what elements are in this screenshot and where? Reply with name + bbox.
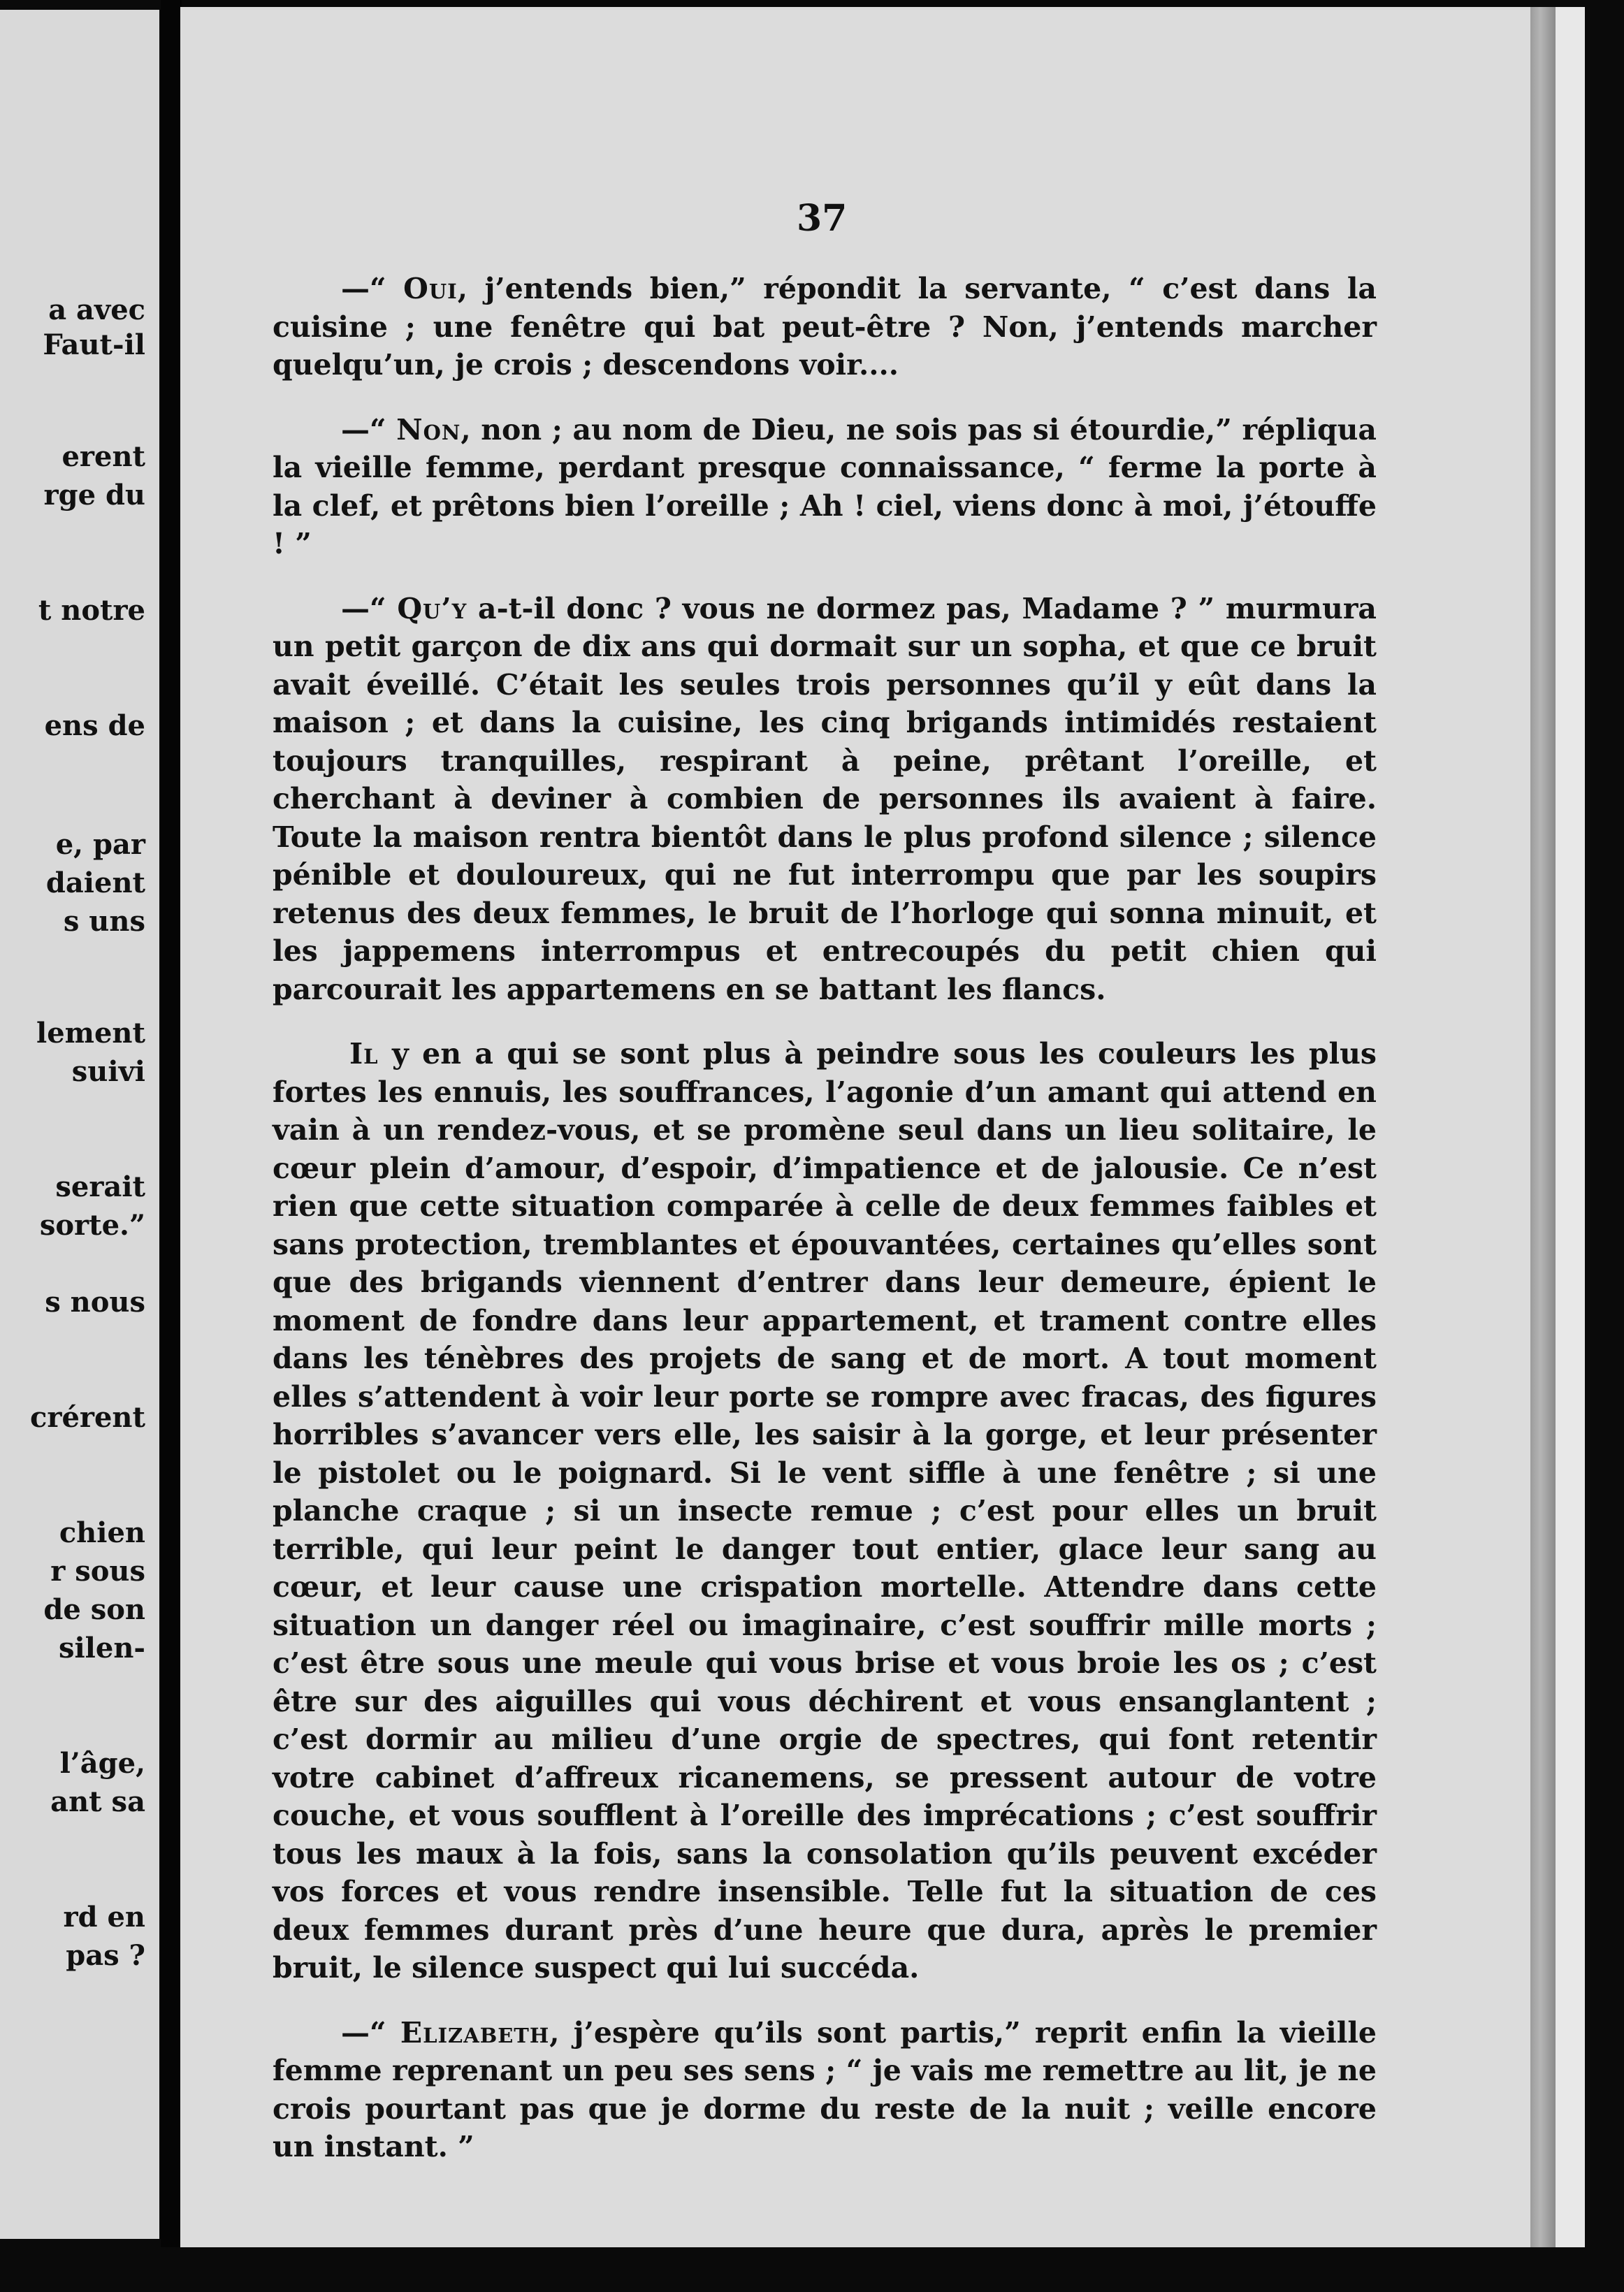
- next-page-edge: [1556, 7, 1585, 2247]
- facing-page-line: s uns: [63, 905, 145, 938]
- paragraph-initial: Oui: [403, 272, 458, 305]
- paragraph-2: —“ Non, non ; au nom de Dieu, ne sois pas si étourdie,” répliqua la vieille femme, perdant presque connaissance, “ ferme la porte à la clef, et prêtons bien l’oreille ; Ah ! ciel, viens donc à moi, j’étouffe ! ”: [273, 412, 1377, 560]
- facing-page-line: de son: [43, 1593, 145, 1626]
- facing-page-line: t notre: [38, 594, 145, 627]
- paragraph-initial: Elizabeth: [400, 2015, 550, 2050]
- paragraph-initial: Non: [396, 412, 461, 447]
- facing-page-line: suivi: [71, 1055, 145, 1088]
- facing-page-line: daient: [45, 866, 145, 899]
- facing-page-line: chien: [59, 1516, 145, 1549]
- facing-page-line: rge du: [43, 479, 145, 512]
- facing-page-line: rd en: [63, 1901, 145, 1934]
- facing-page-line: r sous: [50, 1555, 145, 1588]
- facing-page-line: ant sa: [50, 1785, 145, 1818]
- facing-page-line: sorte.”: [39, 1209, 145, 1242]
- scan-border: [0, 2247, 1624, 2292]
- paragraph-initial: Il: [349, 1037, 379, 1071]
- facing-page-line: ens de: [44, 709, 145, 742]
- facing-page-line: crérent: [30, 1401, 145, 1434]
- paragraph-1: —“ Oui, j’entends bien,” répondit la servante, “ c’est dans la cuisine ; une fenêtre qui bat peut-être ? Non, j’entends marcher quelqu’un, je crois ; descendons voir....: [273, 272, 1377, 382]
- paragraph-4: Il y en a qui se sont plus à peindre sous les couleurs les plus fortes les ennuis, les souffrances, l’agonie d’un amant qui attend en vain à un rendez-vous, et se promène seul dans un lieu solitaire, le cœur plein d’amour, d’espoir, d’impatience et de jalousie. Ce n’est rien que cette situation comparée à celle de deux femmes faibles et sans protection, tremblantes et épouvantées, certaines qu’elles sont que des brigands viennent d’entrer dans leur demeure, épient le moment de fondre dans leur appartement, et trament contre elles dans les ténèbres des projets de sang et de mort. A tout moment elles s’attendent à voir leur porte se rompre avec fracas, des figures horribles s’avancer vers elle, les saisir à la gorge, et leur présenter le pistolet ou le poignard. Si le vent siffle à une fenêtre ; si une planche craque ; si un insecte remue ; c’est pour elles un bruit terrible, qui leur peint le danger tout entier, glace leur sang au cœur, et leur cause une crispation mortelle. Attendre dans cette situation un danger réel ou imaginaire, c’est souffrir mille morts ; c’est être sous une meule qui vous brise et vous broie les os ; c’est être sur des aiguilles qui vous déchirent et vous ensanglantent ; c’est dormir au milieu d’une orgie de spectres, qui font retentir votre cabinet d’affreux ricanemens, se pressent autour de votre couche, et vous soufflent à l’oreille des imprécations ; c’est souffrir tous les maux à la fois, sans la consolation qu’ils peuvent excéder vos forces et vous rendre insensible. Telle fut la situation de ces deux femmes durant près d’une heure que dura, après le premier bruit, le silence suspect qui lui succéda.: [273, 1037, 1377, 1985]
- facing-page-line: serait: [55, 1170, 145, 1203]
- facing-page-line: s nous: [45, 1286, 145, 1319]
- facing-page-line: erent: [61, 440, 145, 473]
- page-edge: [1530, 7, 1556, 2247]
- page-body: [273, 270, 1377, 2166]
- page-number: 37: [797, 197, 848, 240]
- facing-page-fragment: [0, 10, 159, 2239]
- paragraph-initial: Qu’y: [397, 591, 467, 625]
- facing-page-line: pas ?: [66, 1939, 145, 1972]
- facing-page-line: silen-: [58, 1632, 145, 1664]
- paragraph-3: —“ Qu’y a-t-il donc ? vous ne dormez pas, Madame ? ” murmura un petit garçon de dix ans qui dormait sur un sopha, et que ce bruit avait éveillé. C’était les seules trois personnes qu’il y eût dans la maison ; et dans la cuisine, les cinq brigands intimidés restaient toujours tranquilles, respirant à peine, prêtant l’oreille, et cherchant à deviner à combien de personnes ils avaient à faire. Toute la maison rentra bientôt dans le plus profond silence ; silence pénible et douloureux, qui ne fut interrompu que par les soupirs retenus des deux femmes, le bruit de l’horloge qui sonna minuit, et les jappemens interrompus et entrecoupés du petit chien qui parcourait les appartemens en se battant les flancs.: [273, 591, 1377, 1006]
- facing-page-line: l’âge,: [59, 1747, 145, 1780]
- paragraph-5: —“ Elizabeth, j’espère qu’ils sont partis,” reprit enfin la vieille femme reprenant un peu ses sens ; “ je vais me remettre au lit, je ne crois pourtant pas que je dorme du reste de la nuit ; veille encore un instant. ”: [273, 2015, 1377, 2163]
- book-gutter: [161, 0, 182, 2292]
- facing-page-line: e, par: [55, 828, 145, 861]
- facing-page-line: Faut-il: [43, 328, 145, 361]
- facing-page-line: a avec: [48, 293, 145, 326]
- facing-page-line: lement: [36, 1017, 145, 1050]
